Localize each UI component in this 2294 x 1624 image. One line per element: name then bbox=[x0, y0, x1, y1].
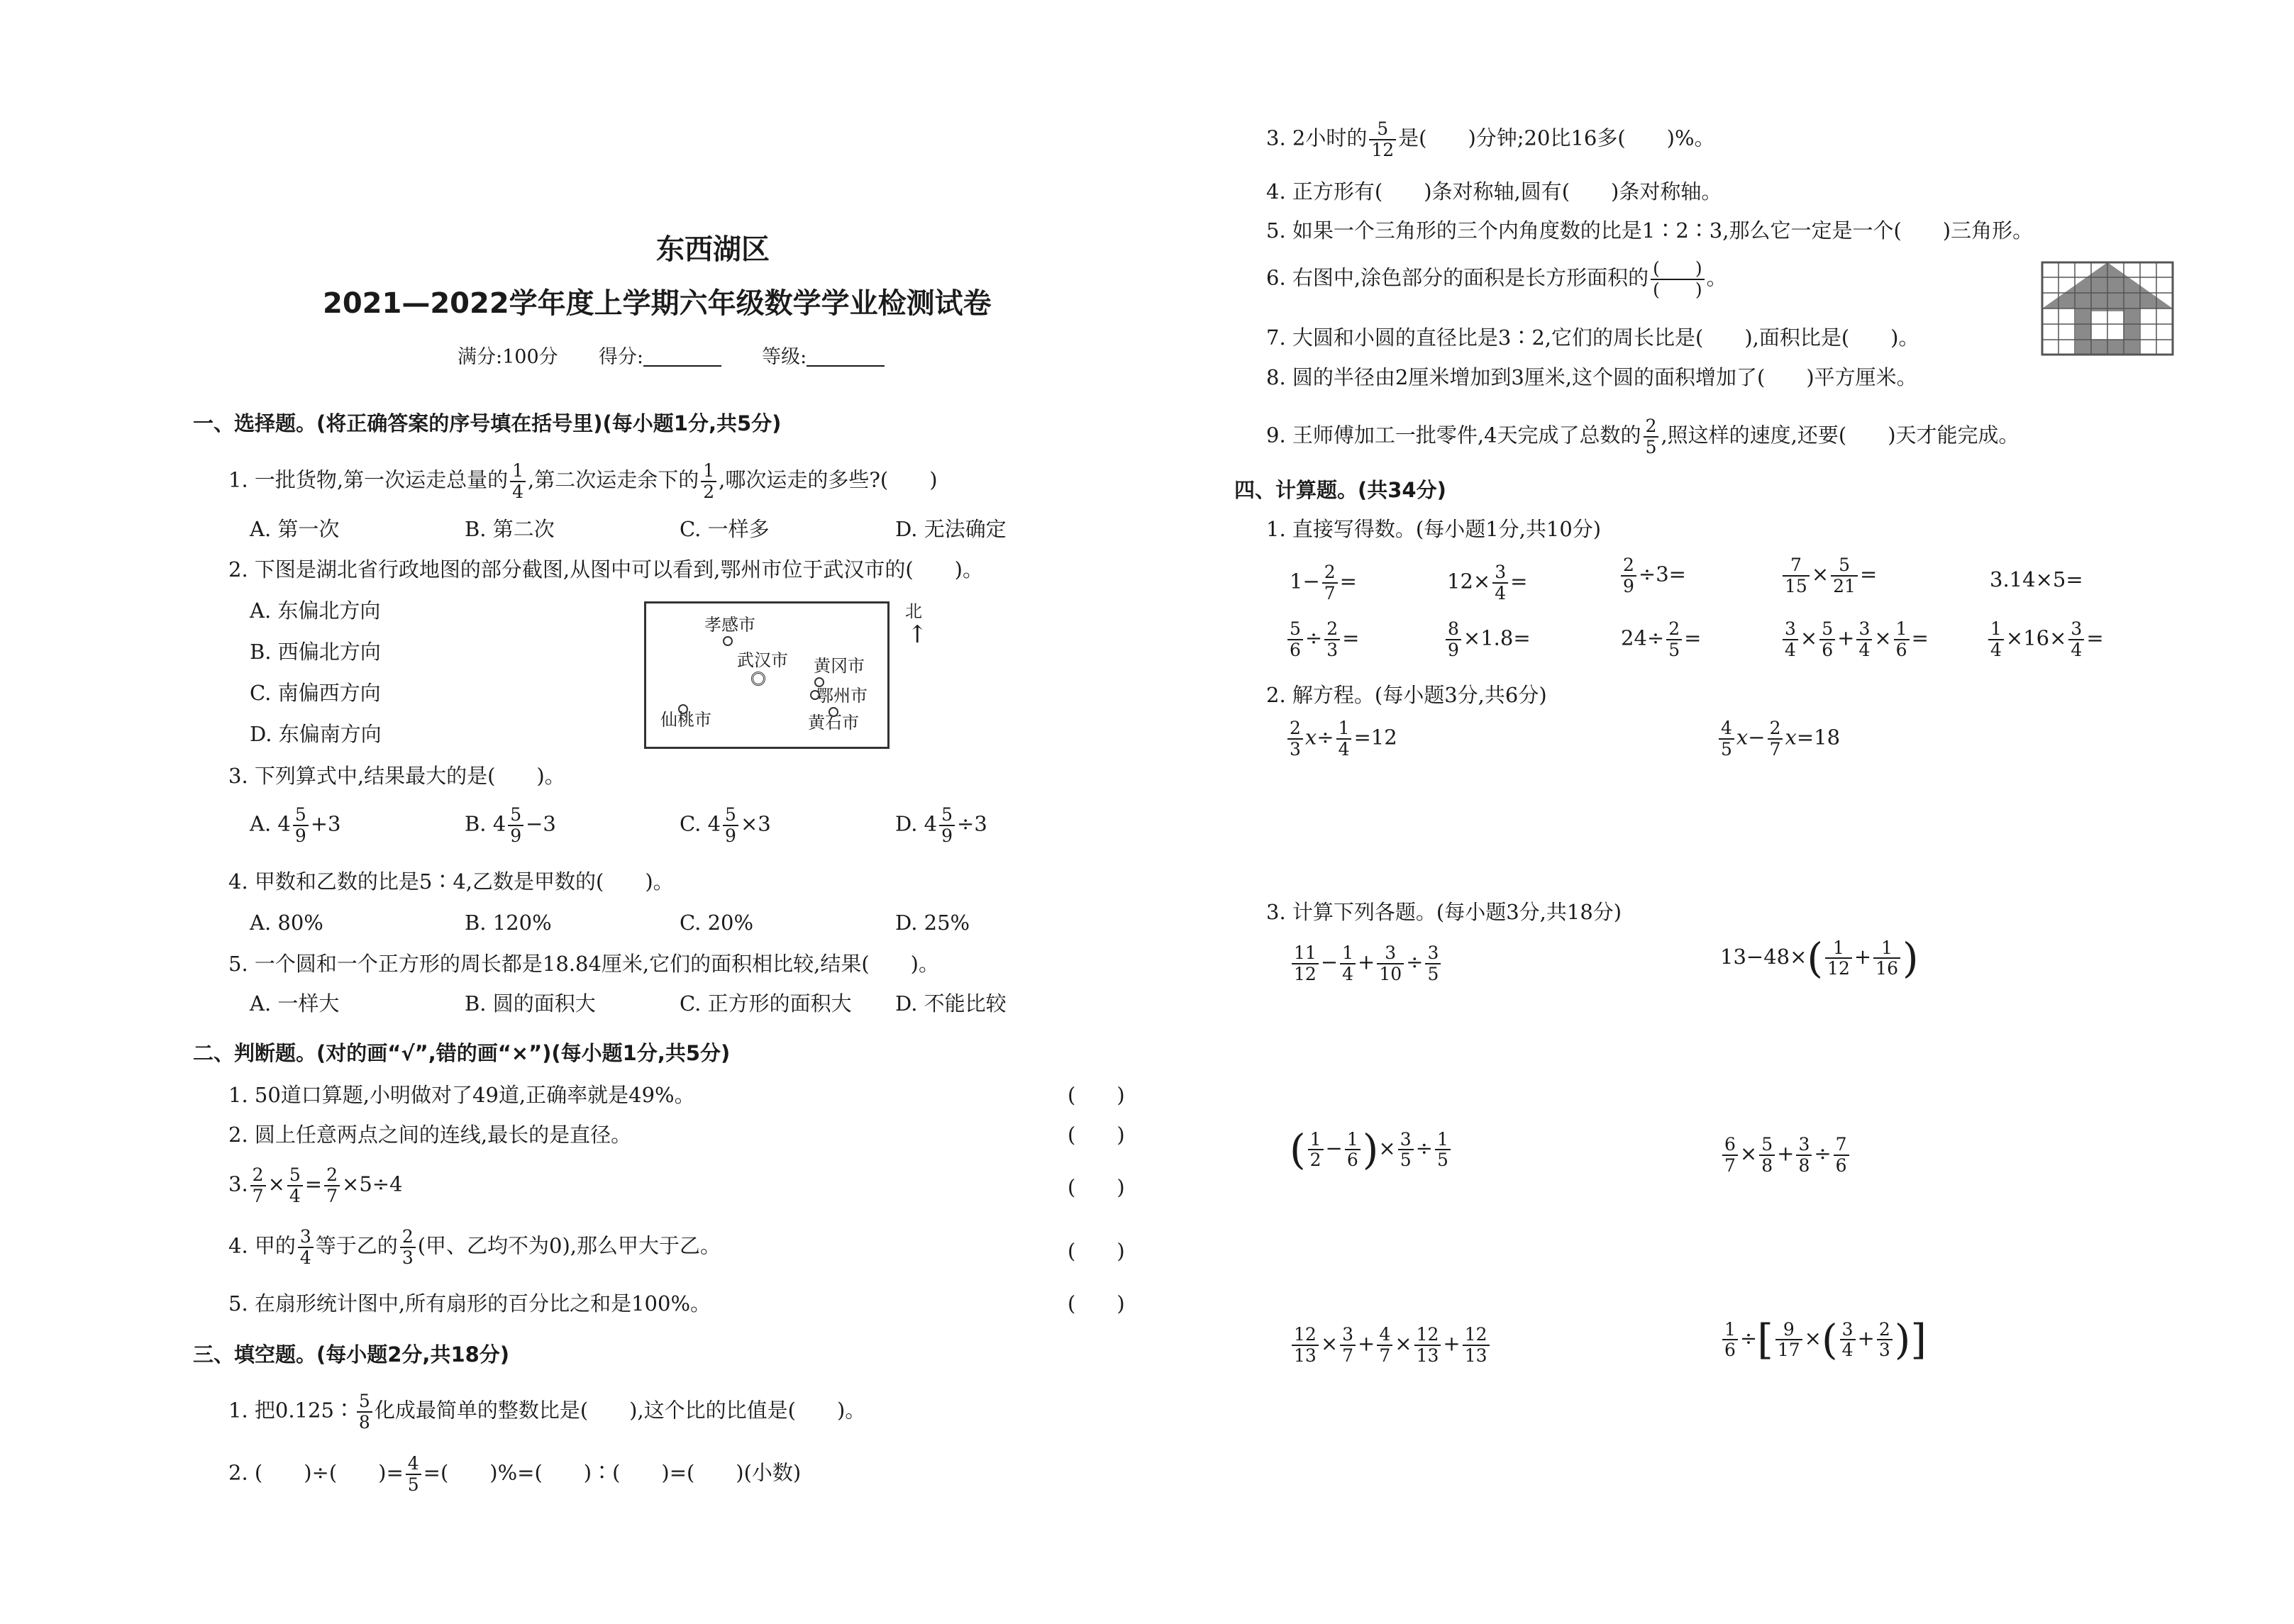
fraction: $\frac{1}{12}$ bbox=[1825, 938, 1852, 979]
calc-text: 12× bbox=[1447, 569, 1491, 594]
s1-q1-opt-c[interactable]: C. 一样多 bbox=[680, 517, 770, 541]
fraction: $\frac{1}{4}$ bbox=[1988, 619, 2004, 660]
var-x: x bbox=[1785, 725, 1797, 750]
north-label: 北 bbox=[905, 601, 922, 621]
direct-calc-5[interactable]: 3.14×5= bbox=[1990, 567, 2083, 591]
calc-text: 24÷ bbox=[1621, 625, 1665, 650]
s1-q5-opt-a[interactable]: A. 一样大 bbox=[250, 991, 340, 1016]
s1-q1-opt-b[interactable]: B. 第二次 bbox=[465, 517, 555, 541]
fraction: $\frac{3}{4}$ bbox=[1856, 619, 1872, 660]
opt-label: B. 4 bbox=[465, 811, 506, 836]
fraction: $\frac{2}{3}$ bbox=[400, 1227, 416, 1267]
fraction: $\frac{2}{3}$ bbox=[1877, 1320, 1893, 1360]
fraction: $\frac{4}{7}$ bbox=[1377, 1325, 1392, 1365]
fraction: $\frac{5}{8}$ bbox=[1759, 1135, 1775, 1175]
fraction: $\frac{4}{5}$ bbox=[1719, 718, 1734, 759]
calc-text: ÷3= bbox=[1638, 562, 1686, 586]
fraction: $\frac{3}{7}$ bbox=[1340, 1325, 1356, 1365]
s1-q5-text: 5. 一个圆和一个正方形的周长都是18.84厘米,它们的面积相比较,结果( )。 bbox=[228, 952, 939, 976]
city-huanggang: 黄冈市 bbox=[814, 656, 865, 676]
s2-q2: 2. 圆上任意两点之间的连线,最长的是直径。 bbox=[228, 1123, 632, 1147]
q9-pre: 9. 王师傅加工一批零件,4天完成了总数的 bbox=[1266, 423, 1641, 447]
s1-q1-mid: ,第二次运走余下的 bbox=[528, 467, 699, 492]
fraction: $\frac{5}{9}$ bbox=[293, 805, 309, 845]
direct-calc-7[interactable] bbox=[1444, 619, 1531, 660]
district-title: 东西湖区 bbox=[656, 233, 770, 266]
equation-2[interactable]: $\frac{4}{5}$ x− $\frac{2}{7}$ x=18 bbox=[1717, 718, 1840, 759]
answer-paren[interactable]: ( ) bbox=[1068, 1291, 1125, 1316]
s3-q4: 4. 正方形有( )条对称轴,圆有( )条对称轴。 bbox=[1266, 179, 1722, 204]
s1-q1 bbox=[228, 461, 938, 501]
s1-q2-text: 2. 下图是湖北省行政地图的部分截图,从图中可以看到,鄂州市位于武汉市的( )。 bbox=[228, 557, 983, 582]
q4-pre: 4. 甲的 bbox=[228, 1233, 296, 1258]
fraction: $\frac{1}{5}$ bbox=[1435, 1130, 1451, 1170]
calc-3[interactable]: ( $\frac{1}{2}$ − $\frac{1}{6}$ )× $\frac{3}{5}$ ÷ $\frac{1}{5}$ bbox=[1290, 1129, 1453, 1170]
var-x: x bbox=[1304, 725, 1317, 750]
fraction: $\frac{1}{6}$ bbox=[1345, 1130, 1361, 1170]
fraction: $\frac{3}{4}$ bbox=[1492, 562, 1508, 603]
north-arrow-icon: ↑ bbox=[907, 621, 928, 649]
fraction: $\frac{7}{6}$ bbox=[1834, 1135, 1849, 1175]
s2-q4 bbox=[228, 1227, 721, 1267]
equation-1[interactable]: $\frac{2}{3}$ x÷ $\frac{1}{4}$ =12 bbox=[1285, 718, 1397, 759]
s1-q4-text: 4. 甲数和乙数的比是5∶4,乙数是甲数的( )。 bbox=[228, 869, 674, 894]
fraction: $\frac{2}{3}$ bbox=[1287, 718, 1303, 759]
fraction: $\frac{1}{16}$ bbox=[1873, 938, 1900, 979]
direct-calc-3[interactable] bbox=[1619, 555, 1686, 596]
section3-heading: 三、填空题。(每小题2分,共18分) bbox=[193, 1342, 510, 1367]
fraction: $\frac{5}{9}$ bbox=[508, 805, 523, 845]
section1-heading: 一、选择题。(将正确答案的序号填在括号里)(每小题1分,共5分) bbox=[193, 411, 782, 435]
calc-2[interactable]: 13−48×( $\frac{1}{12}$ + $\frac{1}{16}$ ) bbox=[1720, 934, 1919, 982]
fraction: $\frac{2}{7}$ bbox=[1768, 718, 1783, 759]
fraction: $\frac{8}{9}$ bbox=[1446, 619, 1461, 660]
s1-q4-opt-c[interactable]: C. 20% bbox=[680, 911, 754, 935]
fraction: $\frac{3}{4}$ bbox=[1840, 1320, 1856, 1360]
fraction: $\frac{2}{7}$ bbox=[1322, 562, 1338, 603]
answer-paren[interactable]: ( ) bbox=[1068, 1239, 1125, 1263]
s3-q3 bbox=[1266, 119, 1715, 160]
opt-label: C. 4 bbox=[680, 811, 721, 836]
s3-q5: 5. 如果一个三角形的三个内角度数的比是1∶2∶3,那么它一定是一个( )三角形。 bbox=[1266, 218, 2034, 243]
fraction: $\frac{3}{5}$ bbox=[1398, 1130, 1414, 1170]
city-wuhan: 武汉市 bbox=[737, 650, 788, 670]
s4-sub1: 1. 直接写得数。(每小题1分,共10分) bbox=[1266, 517, 1602, 541]
grade-label: 等级: bbox=[762, 346, 807, 368]
fraction: $\frac{5}{6}$ bbox=[1819, 619, 1835, 660]
fraction: $\frac{9}{17}$ bbox=[1775, 1320, 1802, 1360]
calc-text: ×1.8= bbox=[1463, 625, 1531, 650]
s4-sub2: 2. 解方程。(每小题3分,共6分) bbox=[1266, 683, 1547, 707]
s4-sub3: 3. 计算下列各题。(每小题3分,共18分) bbox=[1266, 900, 1622, 924]
fraction: $\frac{1}{4}$ bbox=[1340, 943, 1356, 984]
fraction: $\frac{11}{12}$ bbox=[1292, 943, 1319, 984]
hubei-map bbox=[644, 601, 890, 749]
q3-pre: 3. 2小时的 bbox=[1266, 126, 1368, 150]
city-xiaogan: 孝感市 bbox=[704, 615, 755, 635]
s1-q3-opt-c[interactable] bbox=[680, 805, 771, 845]
s2-q3: 3. $\frac{2}{7}$ × $\frac{5}{4}$ = $\frac{2}{7}$ ×5÷4 bbox=[228, 1164, 403, 1206]
direct-calc-4[interactable]: $\frac{7}{15}$ × $\frac{5}{21}$ = bbox=[1780, 555, 1877, 596]
opt-op: ÷3 bbox=[957, 811, 987, 836]
opt-label: D. 4 bbox=[895, 811, 938, 836]
q-num: 3. bbox=[228, 1172, 248, 1196]
fraction: $\frac{12}{13}$ bbox=[1414, 1325, 1441, 1365]
city-dot bbox=[723, 636, 733, 646]
fraction: $\frac{1}{4}$ bbox=[1336, 718, 1352, 759]
fraction: $\frac{5}{8}$ bbox=[357, 1391, 372, 1432]
s3-q8: 8. 圆的半径由2厘米增加到3厘米,这个圆的面积增加了( )平方厘米。 bbox=[1266, 365, 1917, 389]
city-dot bbox=[829, 707, 838, 717]
fraction: $\frac{2}{7}$ bbox=[250, 1165, 266, 1206]
eq-rhs: =12 bbox=[1353, 725, 1397, 750]
calc-text: ÷ bbox=[1304, 625, 1323, 650]
fraction: $\frac{3}{10}$ bbox=[1377, 943, 1404, 984]
fraction: $\frac{3}{4}$ bbox=[298, 1227, 314, 1267]
calc-6[interactable]: $\frac{1}{6}$ ÷[ $\frac{9}{17}$ ×( $\frac{3}{4}$ + $\frac{2}{3}$ )] bbox=[1720, 1319, 1927, 1360]
calc-4[interactable]: $\frac{6}{7}$ × $\frac{5}{8}$ + $\frac{3}{8}$ ÷ $\frac{7}{6}$ bbox=[1720, 1135, 1851, 1175]
direct-calc-8[interactable]: 24÷ $\frac{2}{5}$ = bbox=[1621, 618, 1702, 660]
direct-calc-9[interactable]: $\frac{3}{4}$ × $\frac{5}{6}$ + $\frac{3}{4}$ × $\frac{1}{6}$ = bbox=[1780, 619, 1929, 660]
s2-q1: 1. 50道口算题,小明做对了49道,正确率就是49%。 bbox=[228, 1083, 695, 1107]
fraction: $\frac{5}{9}$ bbox=[723, 805, 738, 845]
eq-rhs: =18 bbox=[1796, 725, 1841, 750]
q3-post: 是( )分钟;20比16多( )%。 bbox=[1398, 126, 1715, 150]
full-score: 满分:100分 bbox=[458, 346, 558, 368]
city-ezhou: 鄂州市 bbox=[816, 686, 868, 706]
fraction: $\frac{6}{7}$ bbox=[1722, 1135, 1738, 1175]
opt-op: +3 bbox=[310, 811, 341, 836]
calc-text: 13−48× bbox=[1720, 945, 1807, 969]
direct-calc-6[interactable]: $\frac{5}{6}$ ÷ $\frac{2}{3}$ = bbox=[1285, 619, 1359, 660]
city-dot bbox=[751, 672, 765, 686]
shaded-grid-figure bbox=[2040, 260, 2175, 357]
fraction: $\frac{3}{5}$ bbox=[1425, 943, 1441, 984]
score-line bbox=[458, 347, 885, 367]
s1-q1-post: ,哪次运走的多些?( ) bbox=[719, 467, 938, 492]
fraction: $\frac{4}{5}$ bbox=[406, 1454, 421, 1494]
s3-q7: 7. 大圆和小圆的直径比是3∶2,它们的周长比是( ),面积比是( )。 bbox=[1266, 326, 1919, 350]
grade-blank[interactable] bbox=[807, 348, 885, 367]
calc-text: 1− bbox=[1290, 569, 1320, 594]
q2-post: =( )%=( )∶( )=( )(小数) bbox=[423, 1460, 802, 1485]
s1-q5-opt-d[interactable]: D. 不能比较 bbox=[895, 991, 1007, 1016]
s1-q5-opt-b[interactable]: B. 圆的面积大 bbox=[465, 991, 596, 1016]
fraction: $\frac{1}{6}$ bbox=[1894, 619, 1910, 660]
score-label: 得分: bbox=[598, 346, 643, 368]
fraction: $\frac{1}{6}$ bbox=[1722, 1320, 1738, 1360]
s2-q5: 5. 在扇形统计图中,所有扇形的百分比之和是100%。 bbox=[228, 1291, 711, 1316]
opt-op: ×3 bbox=[740, 811, 771, 836]
s1-q3-opt-d[interactable] bbox=[895, 805, 987, 845]
direct-calc-10[interactable]: $\frac{1}{4}$ ×16× $\frac{3}{4}$ = bbox=[1986, 619, 2104, 660]
fraction: $\frac{5}{12}$ bbox=[1369, 119, 1396, 160]
fraction: $\frac{2}{3}$ bbox=[1324, 619, 1340, 660]
fraction: $\frac{5}{21}$ bbox=[1831, 555, 1858, 596]
city-xiantao: 仙桃市 bbox=[660, 710, 711, 730]
q4-post: (甲、乙均不为0),那么甲大于乙。 bbox=[417, 1233, 721, 1258]
answer-paren[interactable]: ( ) bbox=[1068, 1083, 1125, 1107]
s1-q1-opt-a[interactable]: A. 第一次 bbox=[250, 517, 340, 541]
calc-5[interactable]: $\frac{12}{13}$ × $\frac{3}{7}$ + $\frac{4}{7}$ × $\frac{12}{13}$ + $\frac{12}{13}$ bbox=[1290, 1325, 1492, 1365]
fraction: $\frac{5}{4}$ bbox=[287, 1165, 303, 1206]
answer-paren[interactable]: ( ) bbox=[1068, 1175, 1125, 1199]
fraction: $\frac{5}{9}$ bbox=[939, 805, 955, 845]
calc-1[interactable]: $\frac{11}{12}$ − $\frac{1}{4}$ + $\frac{3}{10}$ ÷ $\frac{3}{5}$ bbox=[1290, 943, 1443, 984]
s1-q4-opt-d[interactable]: D. 25% bbox=[895, 911, 970, 935]
s3-q9 bbox=[1266, 416, 2019, 457]
fraction: $\frac{7}{15}$ bbox=[1783, 555, 1810, 596]
s3-q2 bbox=[228, 1454, 801, 1494]
s1-q2-opt-b[interactable]: B. 西偏北方向 bbox=[250, 640, 381, 664]
fraction: $\frac{3}{8}$ bbox=[1796, 1135, 1812, 1175]
fraction-blank[interactable]: $\frac{( )}{( )}$ bbox=[1651, 259, 1705, 299]
fraction: $\frac{3}{4}$ bbox=[2068, 619, 2084, 660]
s3-q1 bbox=[228, 1391, 865, 1432]
opt-op: −3 bbox=[526, 811, 556, 836]
s1-q1-opt-d[interactable]: D. 无法确定 bbox=[895, 517, 1007, 541]
calc-text: × bbox=[1811, 562, 1829, 586]
fraction: $\frac{1}{2}$ bbox=[701, 461, 716, 501]
s1-q3-opt-a[interactable] bbox=[250, 805, 341, 845]
q6-pre: 6. 右图中,涂色部分的面积是长方形面积的 bbox=[1266, 265, 1649, 290]
direct-calc-2[interactable]: 12× $\frac{3}{4}$ = bbox=[1447, 562, 1528, 604]
q6-post: 。 bbox=[1706, 265, 1727, 290]
fraction: $\frac{2}{5}$ bbox=[1644, 416, 1659, 457]
s3-q6 bbox=[1266, 259, 1727, 299]
s1-q5-opt-c[interactable]: C. 正方形的面积大 bbox=[680, 991, 852, 1016]
s1-q2-opt-c[interactable]: C. 南偏西方向 bbox=[250, 681, 381, 705]
q2-pre: 2. ( )÷( )= bbox=[228, 1460, 404, 1485]
s1-q2-opt-a[interactable]: A. 东偏北方向 bbox=[250, 599, 381, 623]
city-huangshi: 黄石市 bbox=[808, 713, 859, 733]
grid-svg bbox=[2040, 260, 2175, 357]
q4-mid: 等于乙的 bbox=[315, 1233, 398, 1258]
fraction: $\frac{3}{4}$ bbox=[1783, 619, 1798, 660]
q1-pre: 1. 把0.125∶ bbox=[228, 1398, 355, 1423]
direct-calc-1[interactable]: 1− $\frac{2}{7}$ = bbox=[1290, 562, 1357, 604]
calc-text: ×16× bbox=[2005, 625, 2067, 650]
fraction: $\frac{12}{13}$ bbox=[1292, 1325, 1319, 1365]
fraction: $\frac{5}{6}$ bbox=[1287, 619, 1303, 660]
exam-title: 2021—2022学年度上学期六年级数学学业检测试卷 bbox=[323, 287, 992, 320]
fraction: $\frac{2}{9}$ bbox=[1621, 555, 1636, 596]
opt-label: A. 4 bbox=[250, 811, 291, 836]
answer-paren[interactable]: ( ) bbox=[1068, 1123, 1125, 1147]
q1-post: 化成最简单的整数比是( ),这个比的比值是( )。 bbox=[374, 1398, 866, 1423]
fraction: $\frac{1}{2}$ bbox=[1308, 1130, 1324, 1170]
fraction: $\frac{12}{13}$ bbox=[1463, 1325, 1490, 1365]
q9-post: ,照这样的速度,还要( )天才能完成。 bbox=[1661, 423, 2019, 447]
fraction: $\frac{2}{7}$ bbox=[324, 1165, 340, 1206]
city-dot bbox=[810, 690, 820, 700]
s1-q3-text: 3. 下列算式中,结果最大的是( )。 bbox=[228, 764, 565, 788]
section2-heading: 二、判断题。(对的画“√”,错的画“×”)(每小题1分,共5分) bbox=[193, 1041, 731, 1065]
s1-q4-opt-a[interactable]: A. 80% bbox=[250, 911, 323, 935]
score-blank[interactable] bbox=[643, 348, 721, 367]
s1-q2-opt-d[interactable]: D. 东偏南方向 bbox=[250, 722, 382, 746]
fraction: $\frac{2}{5}$ bbox=[1666, 619, 1682, 660]
s1-q3-opt-b[interactable] bbox=[465, 805, 556, 845]
var-x: x bbox=[1736, 725, 1749, 750]
s1-q1-pre: 1. 一批货物,第一次运走总量的 bbox=[228, 467, 509, 492]
section4-heading: 四、计算题。(共34分) bbox=[1234, 478, 1446, 502]
city-dot bbox=[678, 704, 688, 714]
s1-q4-opt-b[interactable]: B. 120% bbox=[465, 911, 552, 935]
grid-lines bbox=[2042, 262, 2173, 355]
fraction: $\frac{1}{4}$ bbox=[510, 461, 526, 501]
